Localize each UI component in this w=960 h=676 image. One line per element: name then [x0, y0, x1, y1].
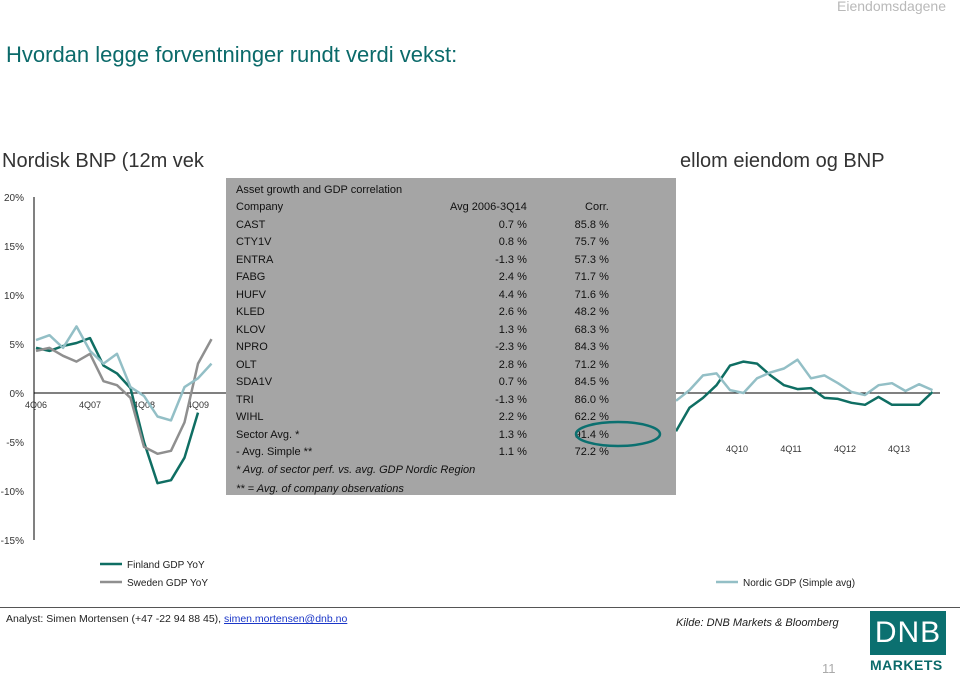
- table-cell: 2.6 %: [498, 306, 527, 319]
- summary-cell: 1.1 %: [498, 446, 527, 459]
- summary-row: [234, 444, 615, 462]
- table-cell: OLT: [236, 358, 257, 371]
- summary-row: [234, 426, 615, 444]
- header-brand: Eiendomsdagene: [837, 0, 946, 14]
- subtitle-left: Nordisk BNP (12m vek: [2, 150, 204, 172]
- dnb-logo: [870, 611, 950, 673]
- footer-divider: [0, 607, 960, 608]
- summary-cell: 1.3 %: [498, 428, 527, 441]
- footnote-2: ** = Avg. of company observations: [236, 483, 404, 495]
- x-tick-label: 4Q08: [132, 400, 156, 410]
- table-cell: 85.8 %: [574, 218, 609, 231]
- table-cell: 57.3 %: [574, 253, 609, 266]
- header-company: Company: [236, 201, 284, 214]
- table-row: [234, 234, 615, 252]
- source-note: Kilde: DNB Markets & Bloomberg: [676, 617, 839, 629]
- page-number: 11: [822, 661, 836, 676]
- table-cell: 4.4 %: [498, 288, 527, 301]
- y-tick-label: 20%: [3, 193, 24, 204]
- x-tick-label: 4Q06: [24, 400, 48, 410]
- y-tick-label: 15%: [3, 242, 24, 253]
- y-tick-label: 0%: [9, 389, 24, 400]
- analyst-info: [6, 613, 347, 625]
- series-line-left: [36, 339, 212, 454]
- legend-label: Nordic GDP (Simple avg): [743, 578, 856, 589]
- table-cell: ENTRA: [236, 253, 274, 266]
- table-cell: 0.8 %: [498, 236, 527, 249]
- table-row: [234, 251, 615, 269]
- table-header-row: [234, 199, 615, 217]
- header-corr: Corr.: [585, 201, 609, 214]
- table-cell: 2.4 %: [498, 271, 527, 284]
- table-cell: 84.3 %: [574, 341, 609, 354]
- table-cell: 1.3 %: [498, 323, 527, 336]
- table-row: [234, 356, 615, 374]
- summary-cell: 91.4 %: [574, 428, 609, 441]
- x-tick-label: 4Q12: [833, 444, 857, 454]
- table-cell: 84.5 %: [574, 376, 609, 389]
- table-row: [234, 391, 615, 409]
- y-tick-label: -10%: [0, 487, 24, 498]
- table-cell: KLED: [236, 306, 265, 319]
- table-cell: SDA1V: [236, 376, 273, 389]
- y-tick-label: 5%: [9, 340, 24, 351]
- table-row: [234, 321, 615, 339]
- x-tick-label: 4Q11: [780, 444, 802, 454]
- header-avg: Avg 2006-3Q14: [450, 201, 527, 214]
- correlation-table: [234, 181, 615, 461]
- table-cell: NPRO: [236, 341, 268, 354]
- table-row: [234, 286, 615, 304]
- analyst-text: Analyst: Simen Mortensen (+47 -22 94 88 45),: [6, 613, 224, 625]
- table-cell: -1.3 %: [495, 393, 527, 406]
- table-title: Asset growth and GDP correlation: [236, 183, 403, 196]
- table-cell: 75.7 %: [574, 236, 609, 249]
- y-tick-label: 10%: [3, 291, 24, 302]
- x-tick-label: 4Q09: [186, 400, 210, 410]
- table-cell: CTY1V: [236, 236, 272, 249]
- table-cell: 71.7 %: [574, 271, 609, 284]
- y-tick-label: -5%: [6, 438, 24, 449]
- table-cell: 86.0 %: [574, 393, 609, 406]
- table-cell: HUFV: [236, 288, 266, 301]
- table-cell: 2.2 %: [498, 411, 527, 424]
- slide-title: Hvordan legge forventninger rundt verdi vekst:: [6, 42, 458, 67]
- table-cell: 71.2 %: [574, 358, 609, 371]
- logo-dnb: DNB: [870, 611, 946, 655]
- y-tick-label: -15%: [0, 536, 24, 547]
- table-cell: 71.6 %: [574, 288, 609, 301]
- table-cell: CAST: [236, 218, 266, 231]
- table-cell: TRI: [236, 393, 254, 406]
- series-line-left: [36, 326, 212, 420]
- table-cell: 2.8 %: [498, 358, 527, 371]
- table-cell: WIHL: [236, 411, 264, 424]
- table-row: [234, 374, 615, 392]
- footnote-1: * Avg. of sector perf. vs. avg. GDP Nordic Region: [236, 464, 476, 476]
- table-cell: -1.3 %: [495, 253, 527, 266]
- summary-cell: 72.2 %: [574, 446, 609, 459]
- analyst-email-link[interactable]: simen.mortensen@dnb.no: [224, 613, 348, 625]
- table-row: [234, 339, 615, 357]
- legend-label: Finland GDP YoY: [127, 560, 205, 571]
- table-cell: 0.7 %: [498, 376, 527, 389]
- table-row: [234, 304, 615, 322]
- legend-label: Sweden GDP YoY: [127, 578, 208, 589]
- table-cell: 48.2 %: [574, 306, 609, 319]
- table-row: [234, 409, 615, 427]
- table-cell: FABG: [236, 271, 266, 284]
- table-cell: -2.3 %: [495, 341, 527, 354]
- x-tick-label: 4Q10: [725, 444, 749, 454]
- summary-cell: Sector Avg. *: [236, 428, 300, 441]
- series-line-right: [676, 360, 933, 401]
- subtitle-right: ellom eiendom og BNP: [680, 150, 885, 172]
- summary-cell: - Avg. Simple **: [236, 446, 313, 459]
- table-cell: 62.2 %: [574, 411, 609, 424]
- table-cell: 68.3 %: [574, 323, 609, 336]
- x-tick-label: 4Q07: [78, 400, 102, 410]
- logo-markets: MARKETS: [870, 657, 943, 673]
- table-cell: 0.7 %: [498, 218, 527, 231]
- table-row: [234, 269, 615, 287]
- table-cell: KLOV: [236, 323, 266, 336]
- table-row: [234, 216, 615, 234]
- series-line-right: [676, 362, 933, 432]
- x-tick-label: 4Q13: [887, 444, 911, 454]
